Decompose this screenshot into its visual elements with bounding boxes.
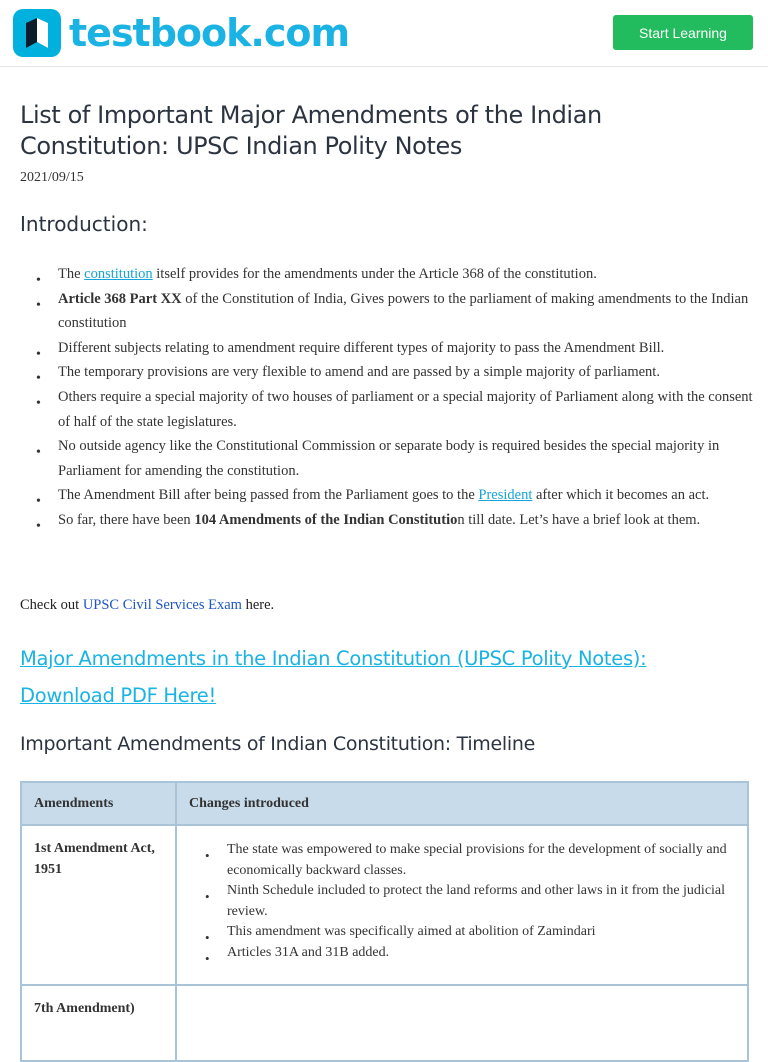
bullet-icon: • xyxy=(205,930,210,946)
list-item xyxy=(36,434,754,483)
change-text: The state was empowered to make special provisions for the development of socially and economically backward classes. xyxy=(227,842,727,878)
list-item xyxy=(36,287,754,336)
testbook-logo[interactable] xyxy=(13,9,349,57)
intro-heading: Introduction: xyxy=(20,212,148,236)
intro-list xyxy=(36,262,754,533)
column-header-amendments: Amendments xyxy=(21,782,176,825)
bullet-icon: • xyxy=(36,297,41,313)
bullet-bold-text: 104 Amendments of the Indian Constitutio xyxy=(194,511,458,528)
testbook-logo-icon xyxy=(13,9,61,57)
bullet-text: after which it becomes an act. xyxy=(532,487,710,504)
table-row xyxy=(21,985,748,1061)
list-item xyxy=(36,508,754,533)
bullet-icon: • xyxy=(205,889,210,905)
table-row xyxy=(21,825,748,985)
bullet-text: The Amendment Bill after being passed from the Parliament goes to the xyxy=(58,487,479,504)
bullet-text: of the Constitution of India, Gives powers to the parliament of making amendments to the Indian constitution xyxy=(58,290,749,332)
checkout-line xyxy=(20,597,274,614)
list-item xyxy=(36,385,754,434)
amendment-cell: 7th Amendment) xyxy=(21,985,176,1061)
changes-list xyxy=(205,840,727,964)
bullet-icon: • xyxy=(36,371,41,387)
change-text: Ninth Schedule included to protect the land reforms and other laws in it from the judicial review. xyxy=(227,883,726,919)
bullet-text: Others require a special majority of two houses of parliament or a special majority of Parliament along with the consent of half of the state legislatures. xyxy=(58,388,753,430)
president-link[interactable]: President xyxy=(478,487,533,504)
bullet-icon: • xyxy=(205,848,210,863)
upsc-exam-link[interactable]: UPSC Civil Services Exam xyxy=(82,597,242,613)
list-item xyxy=(205,881,727,922)
changes-cell xyxy=(176,825,748,985)
amendment-cell: 1st Amendment Act, 1951 xyxy=(21,825,176,985)
bullet-icon: • xyxy=(36,346,41,362)
table-header-row xyxy=(21,782,748,825)
publish-date: 2021/09/15 xyxy=(20,170,84,185)
change-text: This amendment was specifically aimed at abolition of Zamindari xyxy=(227,924,596,940)
bullet-text: So far, there have been xyxy=(58,511,195,528)
logo-text: testbook.com xyxy=(69,11,350,55)
bullet-icon: • xyxy=(36,445,41,461)
bullet-icon: • xyxy=(36,494,41,510)
bullet-text: Different subjects relating to amendment require different types of majority to pass the Amendment Bill. xyxy=(58,339,665,356)
list-item xyxy=(36,262,754,287)
checkout-text: Check out xyxy=(20,597,83,613)
list-item xyxy=(36,360,754,385)
page-title: List of Important Major Amendments of the Indian Constitution: UPSC Indian Polity Notes xyxy=(20,101,602,160)
list-item xyxy=(36,483,754,508)
bullet-text: The xyxy=(58,266,85,282)
bullet-icon: • xyxy=(205,950,210,966)
start-learning-button[interactable]: Start Learning xyxy=(613,15,753,50)
constitution-link[interactable]: constitution xyxy=(84,266,153,282)
bullet-bold-text: Article 368 Part XX xyxy=(58,290,182,307)
bullet-text: No outside agency like the Constitutional Commission or separate body is required besides the special majority in Parliament for amending the constitution. xyxy=(58,438,720,479)
change-text: Articles 31A and 31B added. xyxy=(227,944,390,960)
download-pdf-link[interactable]: Major Amendments in the Indian Constitution (UPSC Polity Notes): Download PDF Here! xyxy=(20,647,647,707)
column-header-changes: Changes introduced xyxy=(176,782,748,825)
changes-cell xyxy=(176,985,748,1061)
timeline-heading: Important Amendments of Indian Constitution: Timeline xyxy=(20,733,535,755)
list-item xyxy=(205,922,727,946)
list-item xyxy=(36,336,754,361)
amendments-table xyxy=(20,781,749,1062)
bullet-icon: • xyxy=(36,395,41,411)
bullet-text: The temporary provisions are very flexible to amend and are passed by a simple majority of parliament. xyxy=(58,364,660,381)
bullet-icon: • xyxy=(36,518,41,534)
site-header xyxy=(0,0,768,67)
bullet-text: n till date. Let’s have a brief look at them. xyxy=(457,511,701,528)
list-item xyxy=(205,943,727,964)
list-item xyxy=(205,840,727,881)
checkout-text: here. xyxy=(241,597,275,613)
bullet-icon: • xyxy=(36,273,41,288)
bullet-text: itself provides for the amendments under the Article 368 of the constitution. xyxy=(152,266,597,282)
